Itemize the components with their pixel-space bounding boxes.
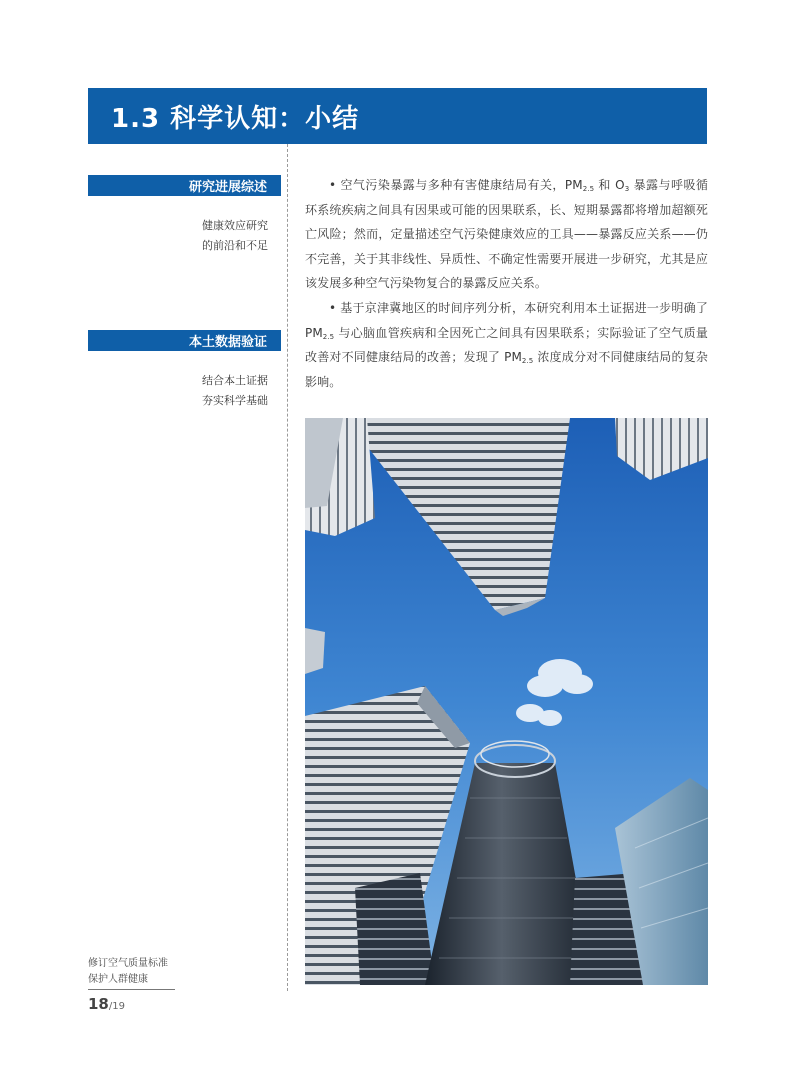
column-divider <box>287 144 288 991</box>
footer-title: 修订空气质量标准 保护人群健康 <box>88 958 168 985</box>
paragraph-air-pollution-health: • 空气污染暴露与多种有害健康结局有关，$PM_{2.5}$ 和 $O_3$ 暴露与呼吸循环系统疾病之间具有因果或可能的因果联系，长、短期暴露都将增加超额死亡风险；然而，定量描述空气污染健康效应的工具——暴露反应关系——仍不完善，关于其非线性、异质性、不确定性需要开展进一步研究，尤其是应该发展多种空气污染物复合的暴露反应关系。 <box>305 178 709 291</box>
body-text <box>305 173 708 394</box>
paragraph-local-evidence: • 基于京津冀地区的时间序列分析，本研究利用本土证据进一步明确了 $PM_{2.5}$ 与心脑血管疾病和全因死亡之间具有因果联系；实际验证了空气质量改善对不同健康结局的改善；发现了 $PM_{2.5}$ 浓度成分对不同健康结局的复杂影响。 <box>305 300 708 389</box>
footer-rule <box>88 989 175 990</box>
sidebar-heading-local-data: 本土数据验证 <box>88 330 281 351</box>
skyscrapers-photo <box>305 418 708 985</box>
sidebar-heading-research-progress: 研究进展综述 <box>88 175 281 196</box>
sidebar-note-research-progress: 健康效应研究 的前沿和不足 <box>202 219 268 252</box>
sidebar-note-local-data: 结合本土证据 夯实科学基础 <box>202 374 268 407</box>
section-title-band <box>88 88 707 144</box>
section-title: 1.3 科学认知：小结 <box>111 103 360 134</box>
page-number: 18/19 <box>88 995 125 1013</box>
